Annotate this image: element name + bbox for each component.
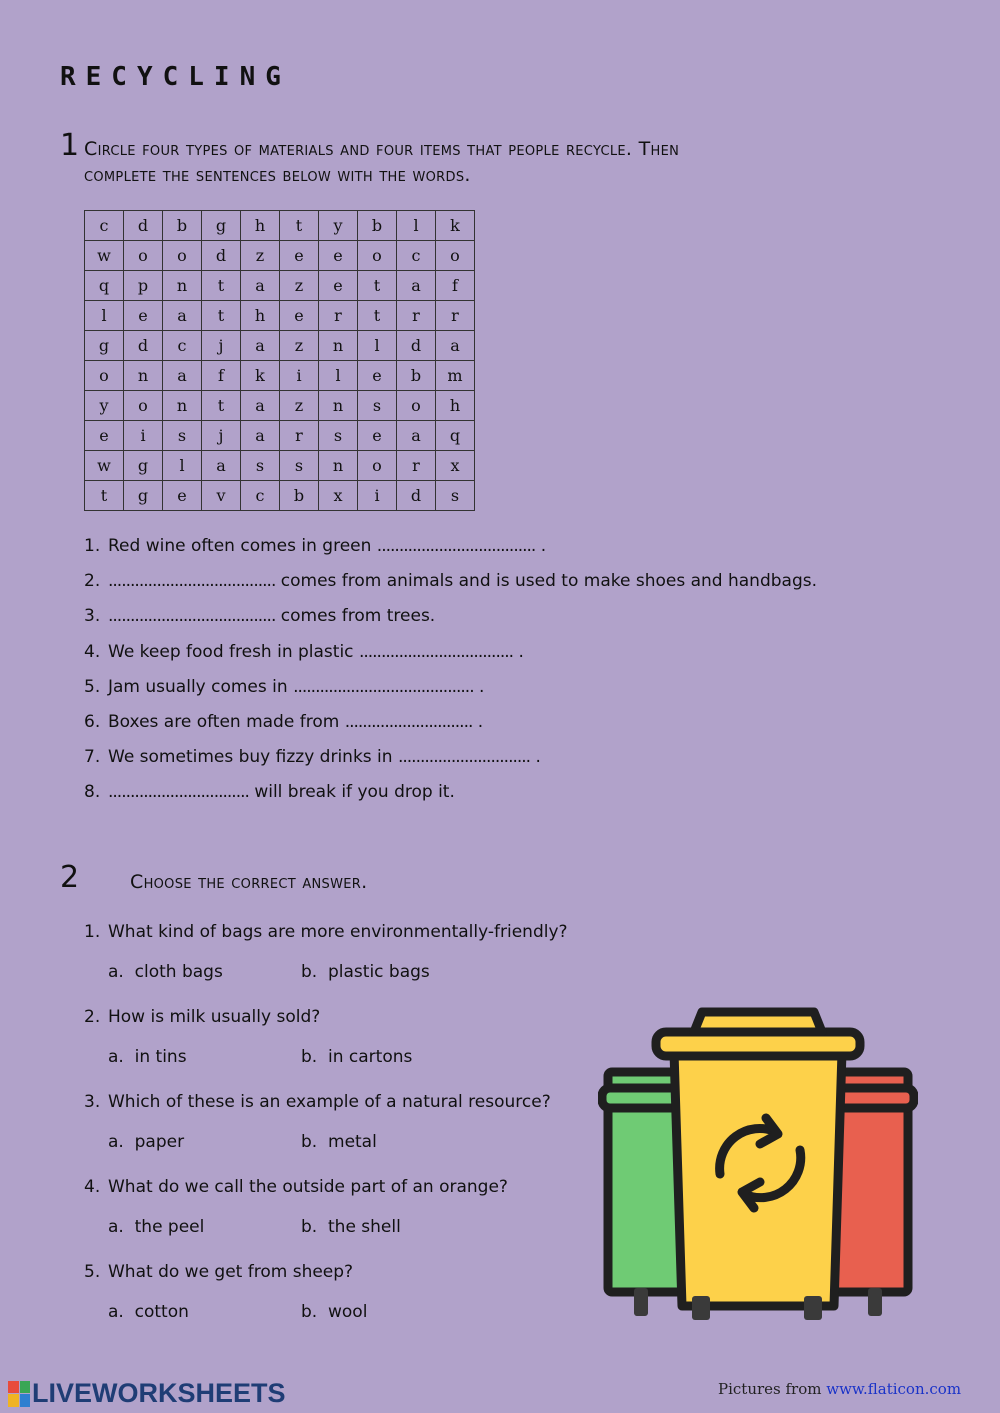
grid-cell[interactable]: z — [241, 241, 280, 271]
grid-row — [85, 271, 475, 301]
sentence-text-after: will break if you drop it. — [248, 782, 455, 803]
grid-cell[interactable]: n — [319, 331, 358, 361]
grid-cell[interactable]: r — [319, 301, 358, 331]
question-line — [84, 918, 604, 948]
grid-cell[interactable]: n — [319, 451, 358, 481]
grid-cell[interactable]: v — [202, 481, 241, 511]
liveworksheets-logo[interactable] — [8, 1378, 286, 1409]
option-a[interactable]: a. the peel — [108, 1217, 205, 1237]
grid-row — [85, 451, 475, 481]
grid-cell[interactable]: c — [397, 241, 436, 271]
grid-cell[interactable]: n — [163, 271, 202, 301]
sentence-number: 6. — [84, 711, 101, 732]
grid-cell[interactable]: a — [163, 361, 202, 391]
grid-cell[interactable]: q — [436, 421, 475, 451]
answer-options — [84, 948, 604, 1003]
grid-cell[interactable]: e — [163, 481, 202, 511]
option-a[interactable]: a. paper — [108, 1132, 185, 1152]
sentence-item — [84, 567, 817, 602]
question-line — [84, 1258, 604, 1288]
grid-cell[interactable]: p — [124, 271, 163, 301]
sentence-item — [84, 638, 817, 673]
grid-cell[interactable]: i — [124, 421, 163, 451]
option-b[interactable]: b. wool — [301, 1302, 368, 1322]
sentence-text-after: . — [535, 536, 547, 556]
logo-mark-icon — [8, 1381, 30, 1407]
grid-row — [85, 391, 475, 421]
grid-cell[interactable]: s — [241, 451, 280, 481]
grid-cell[interactable]: a — [241, 421, 280, 451]
grid-cell[interactable]: a — [397, 421, 436, 451]
grid-cell[interactable]: d — [397, 331, 436, 361]
sentence-number: 1. — [84, 536, 101, 556]
grid-row — [85, 361, 475, 391]
question-text: What do we get from sheep? — [108, 1262, 354, 1282]
answer-options — [84, 1033, 604, 1088]
grid-cell[interactable]: t — [280, 211, 319, 241]
grid-cell[interactable]: n — [124, 361, 163, 391]
flaticon-link[interactable]: www.flaticon.com — [826, 1380, 962, 1398]
answer-blank[interactable]: ......................................... — [293, 676, 474, 697]
grid-cell[interactable]: l — [319, 361, 358, 391]
answer-options — [84, 1288, 604, 1343]
grid-cell[interactable]: t — [202, 301, 241, 331]
grid-row — [85, 241, 475, 271]
multiple-choice-quiz — [84, 918, 604, 1343]
grid-cell[interactable]: h — [436, 391, 475, 421]
sentence-text-before: Boxes are often made from — [108, 711, 345, 732]
grid-cell[interactable]: d — [202, 241, 241, 271]
grid-row — [85, 331, 475, 361]
answer-blank[interactable]: ...................................... — [108, 606, 276, 627]
sentence-item — [84, 778, 817, 813]
grid-cell[interactable]: m — [436, 361, 475, 391]
fill-in-sentences — [84, 532, 817, 814]
quiz-question — [84, 1088, 604, 1173]
quiz-question — [84, 1173, 604, 1258]
grid-cell[interactable]: i — [358, 481, 397, 511]
grid-cell[interactable]: j — [202, 421, 241, 451]
grid-cell[interactable]: c — [241, 481, 280, 511]
worksheet-title: RECYCLING — [60, 62, 291, 92]
option-b[interactable]: b. plastic bags — [301, 962, 430, 982]
section-1-instruction — [84, 136, 679, 188]
grid-cell[interactable]: d — [124, 331, 163, 361]
grid-cell[interactable]: r — [280, 421, 319, 451]
question-number: 4. — [84, 1177, 101, 1197]
grid-cell[interactable]: l — [163, 451, 202, 481]
grid-cell[interactable]: b — [358, 211, 397, 241]
grid-cell[interactable]: a — [436, 331, 475, 361]
grid-cell[interactable]: t — [85, 481, 124, 511]
sentence-text-before: We sometimes buy fizzy drinks in — [108, 747, 398, 768]
grid-cell[interactable]: a — [163, 301, 202, 331]
sentence-text-after: . — [472, 711, 484, 732]
grid-cell[interactable]: k — [241, 361, 280, 391]
image-credit — [718, 1380, 961, 1398]
sentence-item — [84, 602, 817, 637]
sentence-number: 3. — [84, 606, 101, 627]
sentence-text-before: We keep food fresh in plastic — [108, 641, 359, 662]
grid-cell[interactable]: t — [358, 301, 397, 331]
answer-blank[interactable]: ...................................... — [108, 571, 276, 592]
grid-cell[interactable]: e — [85, 421, 124, 451]
option-b[interactable]: b. metal — [301, 1132, 377, 1152]
grid-cell[interactable]: e — [319, 271, 358, 301]
sentence-number: 7. — [84, 747, 101, 768]
sentence-item — [84, 743, 817, 778]
grid-cell[interactable]: w — [85, 241, 124, 271]
grid-cell[interactable]: e — [319, 241, 358, 271]
grid-row — [85, 301, 475, 331]
question-line — [84, 1173, 604, 1203]
grid-cell[interactable]: e — [358, 361, 397, 391]
option-a[interactable]: a. in tins — [108, 1047, 187, 1067]
answer-blank[interactable]: .............................. — [397, 747, 531, 768]
grid-cell[interactable]: g — [85, 331, 124, 361]
grid-cell[interactable]: e — [124, 301, 163, 331]
question-number: 3. — [84, 1092, 101, 1112]
quiz-question — [84, 1258, 604, 1343]
grid-cell[interactable]: s — [436, 481, 475, 511]
question-number: 2. — [84, 1007, 101, 1027]
instruction-line-1: Circle four types of materials and four items that people recycle. Then — [84, 138, 680, 160]
grid-cell[interactable]: t — [358, 271, 397, 301]
grid-cell[interactable]: b — [163, 211, 202, 241]
section-1-number: 1 — [60, 128, 80, 163]
answer-blank[interactable]: ................................... — [358, 641, 514, 662]
grid-cell[interactable]: b — [397, 361, 436, 391]
grid-cell[interactable]: o — [397, 391, 436, 421]
sentence-number: 2. — [84, 571, 101, 592]
grid-cell[interactable]: g — [124, 451, 163, 481]
grid-cell[interactable]: f — [202, 361, 241, 391]
option-b[interactable]: b. in cartons — [301, 1047, 413, 1067]
sentence-text-after: comes from trees. — [275, 606, 436, 627]
answer-blank[interactable]: ............................. — [344, 711, 473, 732]
question-text: Which of these is an example of a natural resource? — [108, 1092, 551, 1112]
grid-cell[interactable]: b — [280, 481, 319, 511]
grid-cell[interactable]: r — [436, 301, 475, 331]
grid-cell[interactable]: c — [85, 211, 124, 241]
sentence-number: 8. — [84, 782, 101, 803]
grid-cell[interactable]: k — [436, 211, 475, 241]
question-line — [84, 1088, 604, 1118]
grid-cell[interactable]: h — [241, 211, 280, 241]
grid-cell[interactable]: z — [280, 391, 319, 421]
grid-cell[interactable]: j — [202, 331, 241, 361]
grid-cell[interactable]: y — [85, 391, 124, 421]
grid-cell[interactable]: w — [85, 451, 124, 481]
sentence-text-after: . — [513, 641, 524, 662]
grid-cell[interactable]: r — [397, 451, 436, 481]
sentence-text-after: . — [473, 676, 485, 697]
answer-blank[interactable]: ................................ — [108, 782, 249, 803]
grid-cell[interactable]: o — [436, 241, 475, 271]
grid-cell[interactable]: o — [124, 391, 163, 421]
grid-cell[interactable]: a — [241, 271, 280, 301]
sentence-item — [84, 532, 817, 567]
grid-cell[interactable]: l — [397, 211, 436, 241]
sentence-number: 4. — [84, 641, 101, 662]
grid-cell[interactable]: z — [280, 271, 319, 301]
sentence-item — [84, 708, 817, 743]
question-number: 1. — [84, 922, 101, 942]
grid-cell[interactable]: o — [85, 361, 124, 391]
grid-cell[interactable]: z — [280, 331, 319, 361]
grid-cell[interactable]: l — [85, 301, 124, 331]
grid-cell[interactable]: e — [280, 241, 319, 271]
grid-cell[interactable]: a — [241, 391, 280, 421]
grid-cell[interactable]: a — [202, 451, 241, 481]
sentence-item — [84, 673, 817, 708]
sentence-text-after: comes from animals and is used to make shoes and handbags. — [275, 571, 817, 592]
grid-cell[interactable]: a — [241, 331, 280, 361]
grid-cell[interactable]: e — [358, 421, 397, 451]
quiz-question — [84, 918, 604, 1003]
question-line — [84, 1003, 604, 1033]
grid-cell[interactable]: e — [280, 301, 319, 331]
grid-cell[interactable]: o — [358, 241, 397, 271]
grid-cell[interactable]: g — [202, 211, 241, 241]
grid-cell[interactable]: o — [124, 241, 163, 271]
grid-cell[interactable]: g — [124, 481, 163, 511]
grid-cell[interactable]: x — [436, 451, 475, 481]
grid-row — [85, 481, 475, 511]
sentence-number: 5. — [84, 676, 101, 697]
question-text: How is milk usually sold? — [108, 1007, 321, 1027]
sentence-text-before: Jam usually comes in — [108, 676, 294, 697]
grid-cell[interactable]: o — [358, 451, 397, 481]
sentence-text-before: Red wine often comes in green — [108, 536, 377, 556]
grid-cell[interactable]: t — [202, 271, 241, 301]
grid-cell[interactable]: s — [319, 421, 358, 451]
grid-cell[interactable]: s — [358, 391, 397, 421]
recycle-bin-icon — [598, 1006, 918, 1326]
grid-cell[interactable]: d — [124, 211, 163, 241]
answer-blank[interactable]: .................................... — [376, 536, 536, 556]
grid-cell[interactable]: n — [163, 391, 202, 421]
grid-cell[interactable]: x — [319, 481, 358, 511]
grid-cell[interactable]: h — [241, 301, 280, 331]
option-a[interactable]: a. cloth bags — [108, 962, 223, 982]
grid-cell[interactable]: n — [319, 391, 358, 421]
grid-cell[interactable]: l — [358, 331, 397, 361]
grid-row — [85, 421, 475, 451]
quiz-question — [84, 1003, 604, 1088]
credit-prefix: Pictures from — [718, 1380, 827, 1398]
option-a[interactable]: a. cotton — [108, 1302, 189, 1322]
grid-cell[interactable]: t — [202, 391, 241, 421]
grid-cell[interactable]: y — [319, 211, 358, 241]
option-b[interactable]: b. the shell — [301, 1217, 401, 1237]
grid-cell[interactable]: i — [280, 361, 319, 391]
grid-cell[interactable]: s — [163, 421, 202, 451]
answer-options — [84, 1203, 604, 1258]
instruction-line-2: complete the sentences below with the words. — [84, 164, 471, 186]
section-2-instruction: Choose the correct answer. — [130, 871, 368, 893]
grid-row — [85, 211, 475, 241]
question-text: What do we call the outside part of an orange? — [108, 1177, 508, 1197]
logo-text: LIVEWORKSHEETS — [32, 1378, 286, 1408]
grid-cell[interactable]: a — [397, 271, 436, 301]
grid-cell[interactable]: c — [163, 331, 202, 361]
grid-cell[interactable]: o — [163, 241, 202, 271]
grid-cell[interactable]: f — [436, 271, 475, 301]
grid-cell[interactable]: d — [397, 481, 436, 511]
grid-cell[interactable]: q — [85, 271, 124, 301]
section-2-number: 2 — [60, 860, 80, 895]
word-search-grid[interactable] — [84, 210, 475, 511]
answer-options — [84, 1118, 604, 1173]
grid-cell[interactable]: s — [280, 451, 319, 481]
question-number: 5. — [84, 1262, 101, 1282]
sentence-text-after: . — [530, 747, 541, 768]
question-text: What kind of bags are more environmentally-friendly? — [108, 922, 568, 942]
grid-cell[interactable]: r — [397, 301, 436, 331]
